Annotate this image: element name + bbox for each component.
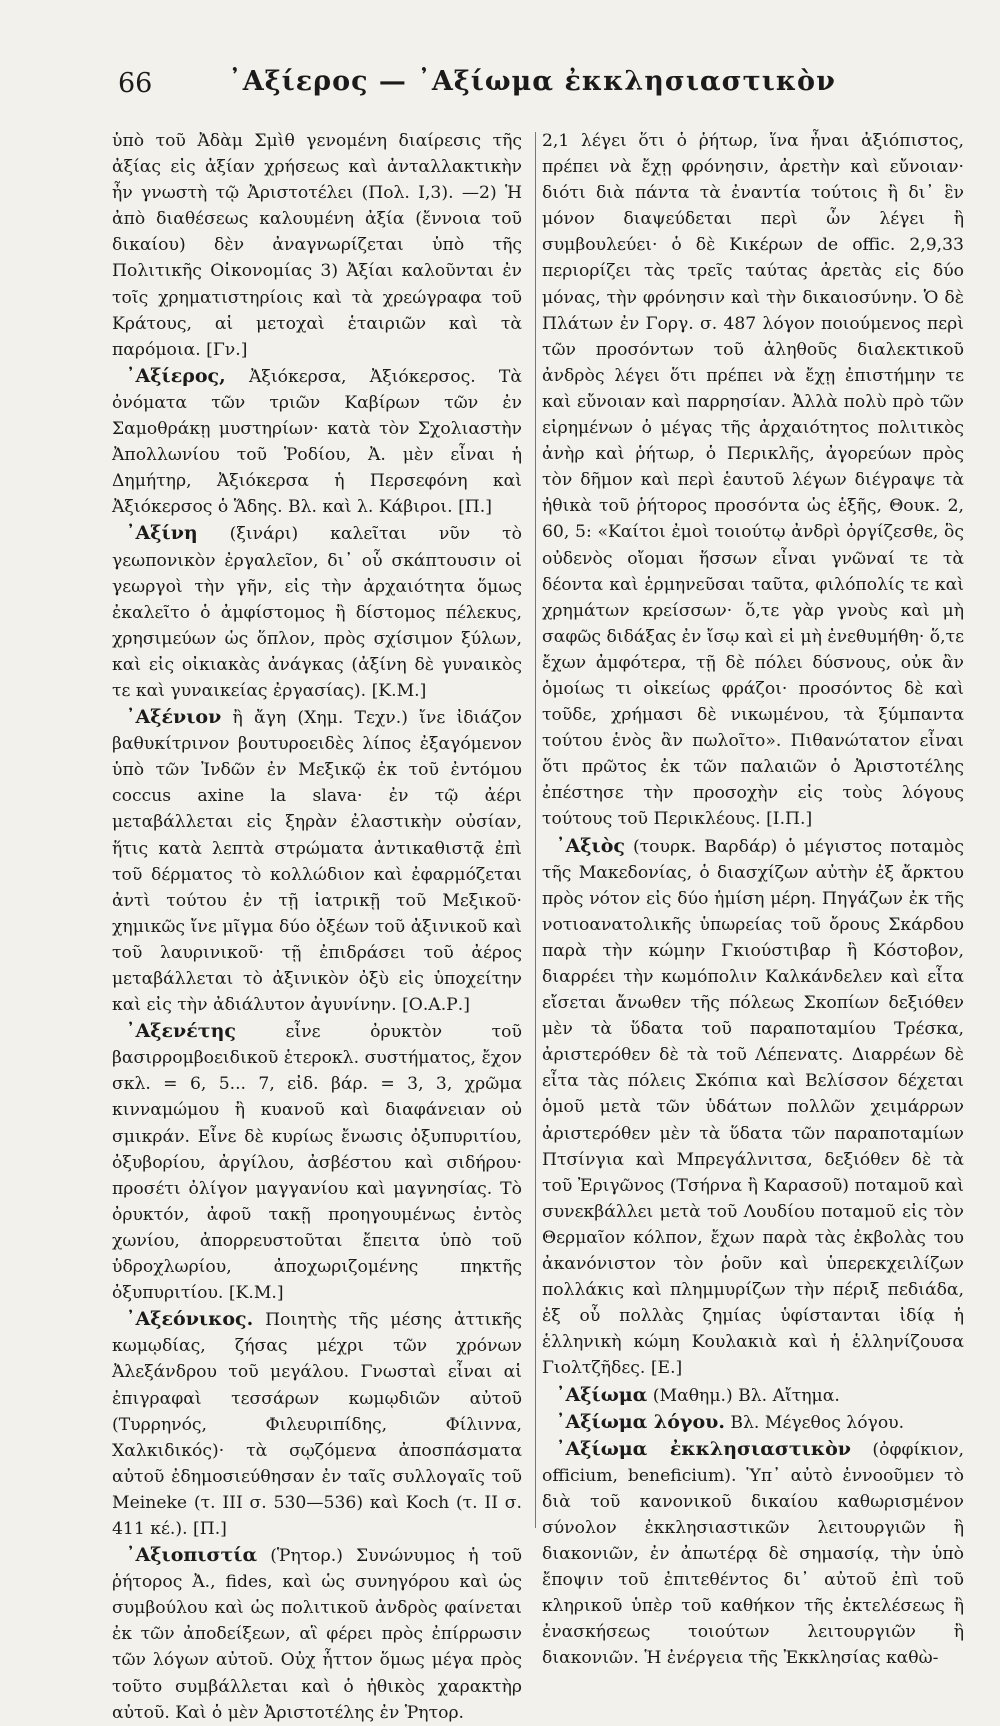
entry-text: (ξινάρι) καλεῖται νῦν τὸ γεωπονικὸν ἐργαλεῖον, δι᾿ οὗ σκάπτουσιν οἱ γεωργοὶ τὴν γῆν, εἰς τὴν ἀρχαιότητα ὅμως ἐκαλεῖτο ὁ ἀμφίστομος ἢ δίστομος πέλεκυς, χρησιμεύων ὡς ὅπλον, πρὸς σχίσιμον ξύλων, καὶ εἰς οἰκιακὰς ἀνάγκας (ἀξίνη δὲ γυναικὸς τε καὶ γυναικείας ἐργασίας). [Κ.Μ.] <box>112 524 522 701</box>
dictionary-entry <box>542 1382 964 1409</box>
entry-headword: ᾿Αξένιον <box>126 706 222 729</box>
entry-text: Ἀξιόκερσα, Ἀξιόκερσος. Τὰ ὀνόματα τῶν τριῶν Καβίρων τῶν ἐν Σαμοθράκῃ μυστηρίων· κατὰ τὸν Σχολιαστὴν Ἀπολλωνίου τοῦ Ῥοδίου, Ἀ. μὲν εἶναι ἡ Δημήτηρ, Ἀξιόκερσα ἡ Περσεφόνη καὶ Ἀξιόκερσος ὁ Ἅδης. Βλ. καὶ λ. Κάβιροι. [Π.] <box>112 366 522 518</box>
entry-headword: ᾿Αξεόνικος. <box>126 1308 254 1331</box>
page-header <box>100 66 964 106</box>
entry-headword: ᾿Αξίνη <box>126 522 198 545</box>
dictionary-entry <box>112 520 522 704</box>
entry-text: (τουρκ. Βαρδάρ) ὁ μέγιστος ποταμὸς τῆς Μακεδονίας, ὁ διασχίζων αὐτὴν ἐξ ἄρκτου πρὸς νότον εἰς δύο ἡμίση μέρη. Πηγάζων ἐκ τῆς νοτιοανατολικῆς ὑπωρείας τοῦ ὄρους Σκάρδου παρὰ τὴν κώμην Γκιούστιβαρ ἢ Κόστοβον, διαρρέει τὴν κωμόπολιν Καλκάνδελεν καὶ εἶτα εἴσεται ἄνωθεν τῆς πόλεως Σκοπίων δεξιόθεν μὲν τὰ ὕδατα τοῦ παραποταμίου Τρέσκα, ἀριστερόθεν δὲ τὰ τοῦ Λέπενατς. Διαρρέων δὲ εἶτα τὰς πόλεις Σκόπια καὶ Βελίσσον δέχεται ὁμοῦ μετὰ τῶν ὑδάτων πολλῶν χειμάρρων ἀριστερόθεν μὲν τὰ ὕδατα τῶν παραποταμίων Πτσίνγια καὶ Μπρεγάλνιτσα, δεξιόθεν δὲ τὰ τοῦ Ἐριγῶνος (Τσήρνα ἢ Καρασοῦ) ποταμοῦ καὶ συνεκβάλλει μετὰ τοῦ Λουδίου ποταμοῦ εἰς τὸν Θερμαῖον κόλπον, ἔχων παρὰ τὰς ἐκβολὰς του ἀκανόνιστον τὸν ῥοῦν καὶ ὑπερεκχειλίζων πολλάκις καὶ πλημμυρίζων τὴν πέριξ πεδιάδα, ἐξ οὗ πολλὰς ζημίας ὑφίστανται ἰδίᾳ ἡ ἑλληνικὴ κώμη Κουλακιὰ καὶ ἡ ἑλληνίζουσα Γιολτζῆδες. [Ε.] <box>542 836 964 1379</box>
entry-text: 2,1 λέγει ὅτι ὁ ῥήτωρ, ἵνα ἦναι ἀξιόπιστος, πρέπει νὰ ἔχῃ φρόνησιν, ἀρετὴν καὶ εὔνοιαν· διότι διὰ πάντα τὰ ἐναντία τούτοις ἢ δι᾿ ἓν μόνον διαψεύδεται περὶ ὧν λέγει ἢ συμβουλεύει· ὁ δὲ Κικέρων de offic. 2,9,33 περιορίζει τὰς τρεῖς ταύτας ἀρετὰς εἰς δύο μόνας, τὴν φρόνησιν καὶ τὴν δικαιοσύνην. Ὁ δὲ Πλάτων ἐν Γοργ. σ. 487 λόγον ποιούμενος περὶ τῶν προσόντων τοῦ ἀληθοῦς διαλεκτικοῦ ἀνδρὸς λέγει ὅτι πρέπει νὰ ἔχῃ ἐπιστήμην τε καὶ εὔνοιαν καὶ παρρησίαν. Ἀλλὰ πολὺ πρὸ τῶν εἰρημένων ὁ μέγας τῆς ἀρχαιότητος πολιτικὸς ἀνὴρ καὶ ῥήτωρ, ὁ Περικλῆς, ἀγορεύων πρὸς τὸν δῆμον καὶ περὶ ἑαυτοῦ λέγων διέγραψε τὰ ἠθικὰ τοῦ ῥήτορος προσόντα ὡς ἑξῆς, Θουκ. 2, 60, 5: «Καίτοι ἐμοὶ τοιούτῳ ἀνδρὶ ὀργίζεσθε, ὃς οὐδενὸς οἴομαι ἥσσων εἶναι γνῶναί τε τὰ δέοντα καὶ ἑρμηνεῦσαι ταῦτα, φιλόπολίς τε καὶ χρημάτων κρείσσων· ὅ,τε γὰρ γνοὺς καὶ μὴ σαφῶς διδάξας ἐν ἴσῳ καὶ εἰ μὴ ἐνεθυμήθη· ὅ,τε ἔχων ἀμφότερα, τῇ δὲ πόλει δύσνους, οὐκ ἂν ὁμοίως τι οἰκείως φράζοι· προσόντος δὲ καὶ τοῦδε, χρήμασι δὲ νικωμένου, τὰ ξύμπαντα τούτου ἑνὸς ἂν πωλοῖτο». Πιθανώτατον εἶναι ὅτι πρῶτος ἐκ τῶν παλαιῶν ὁ Ἀριστοτέλης ἐπέστησε τὴν προσοχὴν εἰς τοὺς λόγους τούτους τοῦ Περικλέους. [Ι.Π.] <box>542 131 964 830</box>
dictionary-entry <box>542 1409 964 1436</box>
page-number: 66 <box>118 68 153 99</box>
column-divider <box>535 132 536 1528</box>
entry-text: εἶνε ὀρυκτὸν τοῦ βασιρρομβοειδικοῦ ἑτεροκλ. συστήματος, ἔχον σκλ. = 6, 5... 7, εἰδ. βάρ. = 3, 3, χρῶμα κινναμώμου ἢ κυανοῦ καὶ διαφάνειαν οὐ σμικράν. Εἶνε δὲ κυρίως ἔνωσις ὀξυπυριτίου, ὀξυβορίου, ἀργίλου, ἀσβέστου καὶ σιδήρου· προσέτι ὀλίγον μαγγανίου καὶ μαγνησίας. Τὸ ὀρυκτόν, ἀφοῦ τακῇ προηγουμένως ἐντὸς χωνίου, ἀπορρευστοῦται ἔπειτα ὑπὸ τοῦ ὑδροχλωρίου, ἀποχωριζομένης πηκτῆς ὀξυπυριτίου. [Κ.Μ.] <box>112 1022 522 1304</box>
entry-headword: ᾿Αξίωμα ἐκκλησιαστικὸν <box>556 1437 851 1460</box>
entry-headword: ᾿Αξίωμα λόγου. <box>556 1410 725 1433</box>
dictionary-entry <box>112 128 522 363</box>
text-columns <box>100 128 965 1723</box>
dictionary-entry <box>112 1542 522 1726</box>
running-head: ᾿Αξίερος — ᾿Αξίωμα ἐκκλησιαστικὸν <box>228 66 836 97</box>
dictionary-entry <box>542 1436 964 1672</box>
entry-headword: ᾿Αξίερος, <box>126 364 226 387</box>
entry-text: (ὀφφίκιον, officium, beneficium). Ὑπ᾿ αὐτὸ ἐννοοῦμεν τὸ διὰ τοῦ κανονικοῦ δικαίου καθωρισμένον σύνολον ἐκκλησιαστικῶν λειτουργιῶν ἢ διακονιῶν, ἐν ἀπωτέρᾳ δὲ σημασίᾳ, τὴν ὑπὸ ἔποψιν τοῦ ἐπιτεθέντος δι᾿ αὐτοῦ ἐπὶ τοῦ κληρικοῦ ὑπὲρ τοῦ καθήκον τῆς ἐκτελέσεως ἢ ἐνασκήσεως τοιούτων λειτουργιῶν ἢ διακονιῶν. Ἡ ἐνέργεια τῆς Ἐκκλησίας καθὼ- <box>542 1439 965 1669</box>
dictionary-entry <box>542 833 964 1382</box>
entry-text: Βλ. Μέγεθος λόγου. <box>730 1412 905 1433</box>
entry-headword: ᾿Αξενέτης <box>126 1020 236 1043</box>
dictionary-entry <box>112 363 522 521</box>
entry-text: ἢ ἄγη (Χημ. Τεχν.) ἴνε ἰδιάζον βαθυκίτρινον βουτυροειδὲς λίπος ἐξαγόμενον ὑπὸ τῶν Ἰνδῶν ἐν Μεξικῷ ἐκ τοῦ ἐντόμου coccus axine la slava· ἐν τῷ ἀέρι μεταβάλλεται εἰς ξηρὰν ἐλαστικὴν οὐσίαν, ἥτις κατὰ λεπτὰ στρώματα ἀντικαθιστᾷ ἐπὶ τοῦ δέρματος τὸ κολλώδιον καὶ ἐφαρμόζεται ἀντὶ τούτου ἐν τῇ ἰατρικῇ τοῦ Μεξικοῦ· χημικῶς ἴνε μῖγμα δύο ὀξέων τοῦ ἀξινικοῦ καὶ τοῦ λαυρινικοῦ· τῇ ἐπιδράσει τοῦ ἀέρος μεταβάλλεται τὸ ἀξινικὸν ὀξὺ εἰς ὑποχείτην καὶ εἰς τὴν ἀδιάλυτον ἀγυνίνην. [Ο.Α.Ρ.] <box>112 708 523 1016</box>
entry-text: ὑπὸ τοῦ Ἀδὰμ Σμὶθ γενομένη διαίρεσις τῆς ἀξίας εἰς ἀξίαν χρήσεως καὶ ἀνταλλακτικὴν ἦν γνωστὴ τῷ Ἀριστοτέλει (Πολ. I,3). —2) Ἡ ἀπὸ διαθέσεως καλουμένη ἀξία (ἔννοια τοῦ δικαίου) δὲν ἀναγνωρίζεται ὑπὸ τῆς Πολιτικῆς Οἰκονομίας 3) Ἀξίαι καλοῦνται ἐν τοῖς χρηματιστηρίοις καὶ τὰ χρεώγραφα τοῦ Κράτους, αἱ μετοχαὶ ἑταιριῶν καὶ τὰ παρόμοια. [Γν.] <box>112 131 522 360</box>
entry-headword: ᾿Αξίωμα <box>556 1383 648 1406</box>
right-column <box>542 128 965 1669</box>
entry-headword: ᾿Αξιὸς <box>556 834 625 857</box>
left-column <box>100 128 523 1723</box>
dictionary-entry <box>112 1018 522 1306</box>
dictionary-entry <box>112 704 522 1018</box>
entry-headword: ᾿Αξιοπιστία <box>126 1544 258 1567</box>
entry-text: Ποιητὴς τῆς μέσης ἀττικῆς κωμῳδίας, ζήσας μέχρι τῶν χρόνων Ἀλεξάνδρου τοῦ μεγάλου. Γνωσταὶ εἶναι αἱ ἐπιγραφαὶ τεσσάρων κωμῳδιῶν αὐτοῦ (Τυρρηνός, Φιλευριπίδης, Φίλιννα, Χαλκιδικός)· τὰ σῳζόμενα ἀποσπάσματα αὐτοῦ ἐδημοσιεύθησαν ἐν ταῖς συλλογαῖς τοῦ Meineke (τ. III σ. 530—536) καὶ Koch (τ. II σ. 411 κέ.). [Π.] <box>112 1310 522 1539</box>
dictionary-entry <box>542 128 964 833</box>
dictionary-entry <box>112 1306 522 1542</box>
entry-text: (Μαθημ.) Βλ. Αἴτημα. <box>652 1385 840 1406</box>
entry-text: (Ῥητορ.) Συνώνυμος ἡ τοῦ ῥήτορος Ἀ., fides, καὶ ὡς συνηγόρου καὶ ὡς συμβούλου καὶ ὡς πολιτικοῦ ἀνδρὸς φαίνεται ἐκ τῶν ἀποδείξεων, αἳ φέρει πρὸς ἐπίρρωσιν τῶν λόγων αὐτοῦ. Οὐχ ἧττον ὅμως μέγα πρὸς τοῦτο συμβάλλεται καὶ ὁ ἠθικὸς χαρακτὴρ αὐτοῦ. Καὶ ὁ μὲν Ἀριστοτέλης ἐν Ῥητορ. <box>112 1546 522 1723</box>
